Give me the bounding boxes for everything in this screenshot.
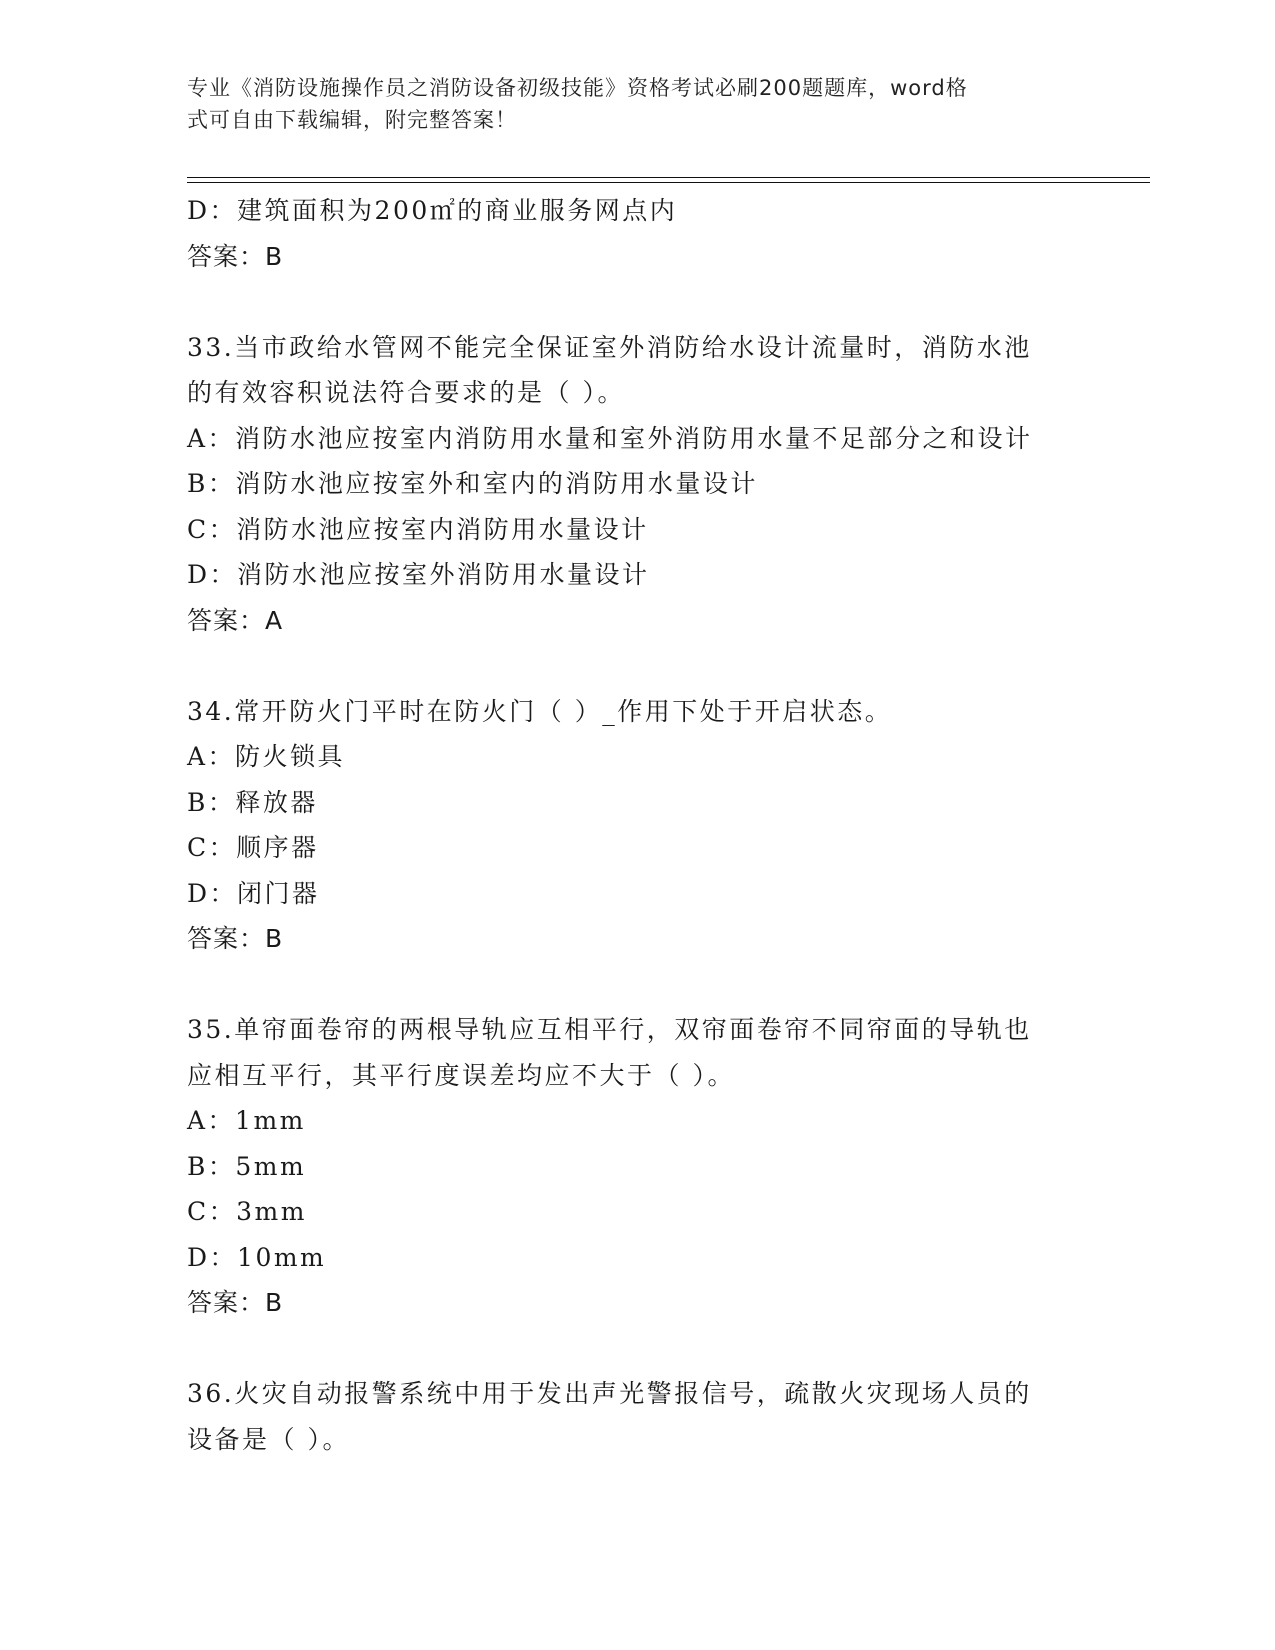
document-body — [187, 188, 1087, 1462]
question-option: C：顺序器 — [187, 833, 319, 862]
question-33 — [187, 325, 1087, 644]
question-stem: 35.单帘面卷帘的两根导轨应互相平行，双帘面卷帘不同帘面的导轨也 — [187, 1015, 1032, 1044]
question-option: A：1mm — [187, 1106, 306, 1135]
spacer — [187, 279, 1087, 325]
question-stem: 应相互平行，其平行度误差均应不大于（ ）。 — [187, 1060, 735, 1090]
question-stem: 33.当市政给水管网不能完全保证室外消防给水设计流量时，消防水池 — [187, 332, 1032, 362]
question-stem: 36.火灾自动报警系统中用于发出声光警报信号，疏散火灾现场人员的 — [187, 1379, 1032, 1408]
question-option: D：消防水池应按室外消防用水量设计 — [187, 560, 650, 589]
document-header — [187, 72, 1067, 136]
spacer — [187, 643, 1087, 689]
question-option: D：闭门器 — [187, 878, 320, 908]
question-36 — [187, 1371, 1087, 1462]
question-option: A：消防水池应按室内消防用水量和室外消防用水量不足部分之和设计 — [187, 423, 1033, 453]
question-stem: 设备是（ ）。 — [187, 1424, 350, 1454]
question-32-tail — [187, 188, 1087, 279]
question-34 — [187, 689, 1087, 962]
header-rule-top — [187, 177, 1150, 178]
question-answer: 答案：B — [187, 241, 284, 271]
question-option: B：消防水池应按室外和室内的消防用水量设计 — [187, 469, 758, 498]
question-option: D：10mm — [187, 1242, 327, 1272]
question-option: A：防火锁具 — [187, 742, 346, 771]
header-rule-bottom — [187, 182, 1150, 183]
question-option: B：5mm — [187, 1151, 307, 1181]
question-option: B：释放器 — [187, 787, 318, 817]
question-stem: 的有效容积说法符合要求的是（ ）。 — [187, 378, 625, 407]
spacer — [187, 962, 1087, 1008]
question-answer: 答案：B — [187, 1288, 284, 1317]
question-answer: 答案：B — [187, 924, 284, 953]
question-answer: 答案：A — [187, 605, 284, 635]
question-option: C：3mm — [187, 1197, 307, 1226]
question-option: C：消防水池应按室内消防用水量设计 — [187, 514, 649, 544]
header-line-1: 专业《消防设施操作员之消防设备初级技能》资格考试必刷200题题库，word格 — [187, 76, 968, 100]
header-line-2: 式可自由下载编辑，附完整答案！ — [187, 108, 517, 132]
question-stem: 34.常开防火门平时在防火门（ ）_作用下处于开启状态。 — [187, 696, 893, 726]
spacer — [187, 1326, 1087, 1372]
question-option: D：建筑面积为200㎡的商业服务网点内 — [187, 196, 678, 225]
question-35 — [187, 1007, 1087, 1326]
